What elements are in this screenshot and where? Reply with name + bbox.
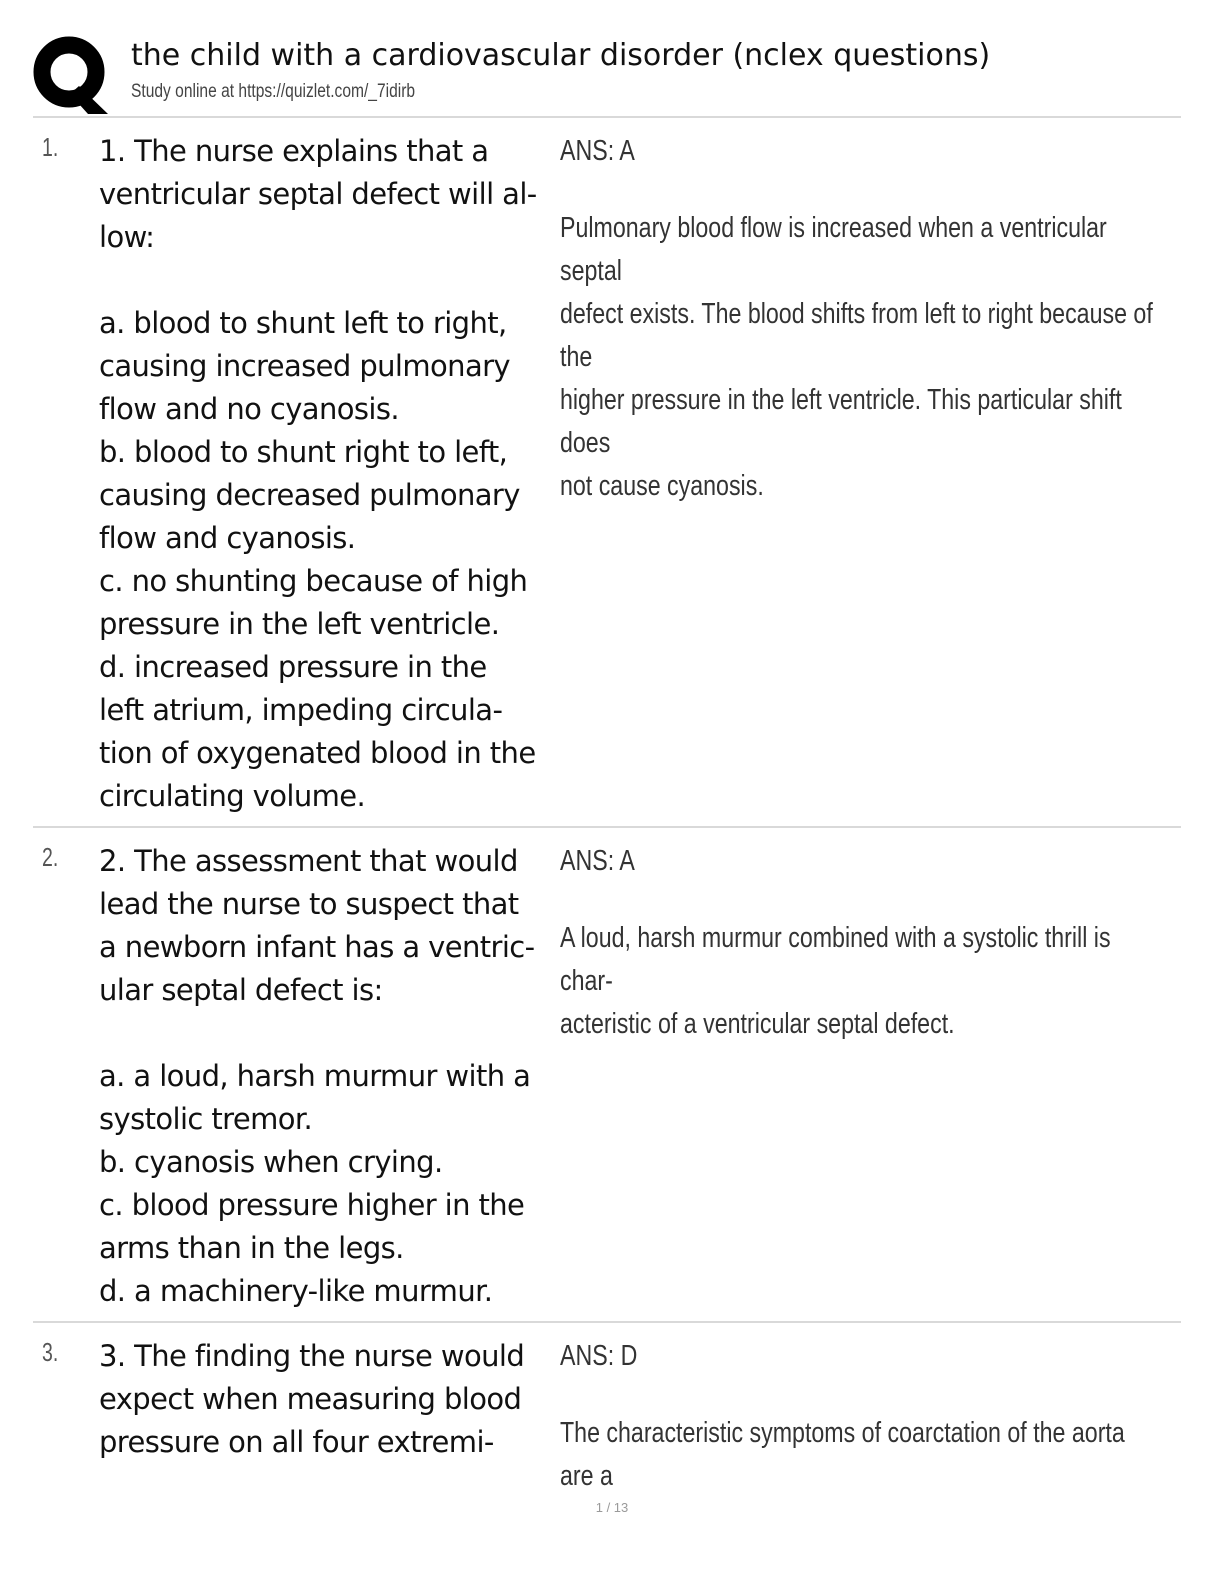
question-line: ventricular septal defect will al-: [99, 177, 537, 211]
quizlet-logo-icon: [32, 34, 112, 114]
question-text: [99, 1335, 554, 1464]
option-line: causing decreased pulmonary: [99, 478, 520, 512]
question-line: 1. The nurse explains that a: [99, 134, 489, 168]
option-line: c. blood pressure higher in the: [99, 1188, 525, 1222]
question-line: pressure on all four extremi-: [99, 1425, 494, 1459]
option-line: a. a loud, harsh murmur with a: [99, 1059, 531, 1093]
question-line: low:: [99, 220, 155, 254]
header-divider: [33, 116, 1181, 118]
answer-key: ANS: D: [560, 1340, 638, 1372]
rationale-line: acteristic of a ventricular septal defect.: [560, 1008, 955, 1040]
answer-text: [560, 130, 1160, 508]
rationale-line: Pulmonary blood flow is increased when a ventricular septal: [560, 212, 1107, 287]
document-header: [32, 30, 1182, 120]
option-line: causing increased pulmonary: [99, 349, 510, 383]
option-line: a. blood to shunt left to right,: [99, 306, 507, 340]
option-line: d. a machinery-like murmur.: [99, 1274, 493, 1308]
option-line: tion of oxygenated blood in the: [99, 736, 536, 770]
flashcard-1: [33, 130, 1181, 820]
option-line: pressure in the left ventricle.: [99, 607, 500, 641]
rationale-line: defect exists. The blood shifts from left to right because of the: [560, 298, 1153, 373]
flashcard-3: [33, 1335, 1181, 1492]
answer-text: [560, 1335, 1160, 1498]
option-line: arms than in the legs.: [99, 1231, 404, 1265]
question-line: 3. The finding the nurse would: [99, 1339, 525, 1373]
question-line: a newborn infant has a ventric-: [99, 930, 535, 964]
rationale-line: not cause cyanosis.: [560, 470, 764, 502]
card-number: 3.: [42, 1337, 59, 1367]
card-number: 2.: [42, 842, 59, 872]
option-line: left atrium, impeding circula-: [99, 693, 503, 727]
rationale-line: higher pressure in the left ventricle. This particular shift does: [560, 384, 1122, 459]
question-text: [99, 840, 554, 1313]
option-line: circulating volume.: [99, 779, 366, 813]
study-online-link[interactable]: Study online at https://quizlet.com/_7idirb: [131, 81, 416, 102]
rationale-line: A loud, harsh murmur combined with a systolic thrill is char-: [560, 922, 1111, 997]
card-divider: [33, 1321, 1181, 1323]
question-text: [99, 130, 554, 818]
answer-text: [560, 840, 1160, 1046]
option-line: d. increased pressure in the: [99, 650, 487, 684]
option-line: b. blood to shunt right to left,: [99, 435, 508, 469]
option-line: b. cyanosis when crying.: [99, 1145, 443, 1179]
question-line: lead the nurse to suspect that: [99, 887, 519, 921]
answer-key: ANS: A: [560, 135, 635, 167]
question-line: expect when measuring blood: [99, 1382, 522, 1416]
answer-key: ANS: A: [560, 845, 635, 877]
page-number: 1 / 13: [595, 1500, 629, 1515]
card-number: 1.: [42, 132, 59, 162]
question-line: 2. The assessment that would: [99, 844, 518, 878]
option-line: flow and cyanosis.: [99, 521, 356, 555]
question-line: ular septal defect is:: [99, 973, 383, 1007]
flashcard-2: [33, 840, 1181, 1310]
option-line: c. no shunting because of high: [99, 564, 528, 598]
option-line: systolic tremor.: [99, 1102, 313, 1136]
document-title: the child with a cardiovascular disorder (nclex questions): [131, 38, 991, 73]
option-line: flow and no cyanosis.: [99, 392, 399, 426]
rationale-line: The characteristic symptoms of coarctation of the aorta are a: [560, 1417, 1125, 1492]
card-divider: [33, 826, 1181, 828]
